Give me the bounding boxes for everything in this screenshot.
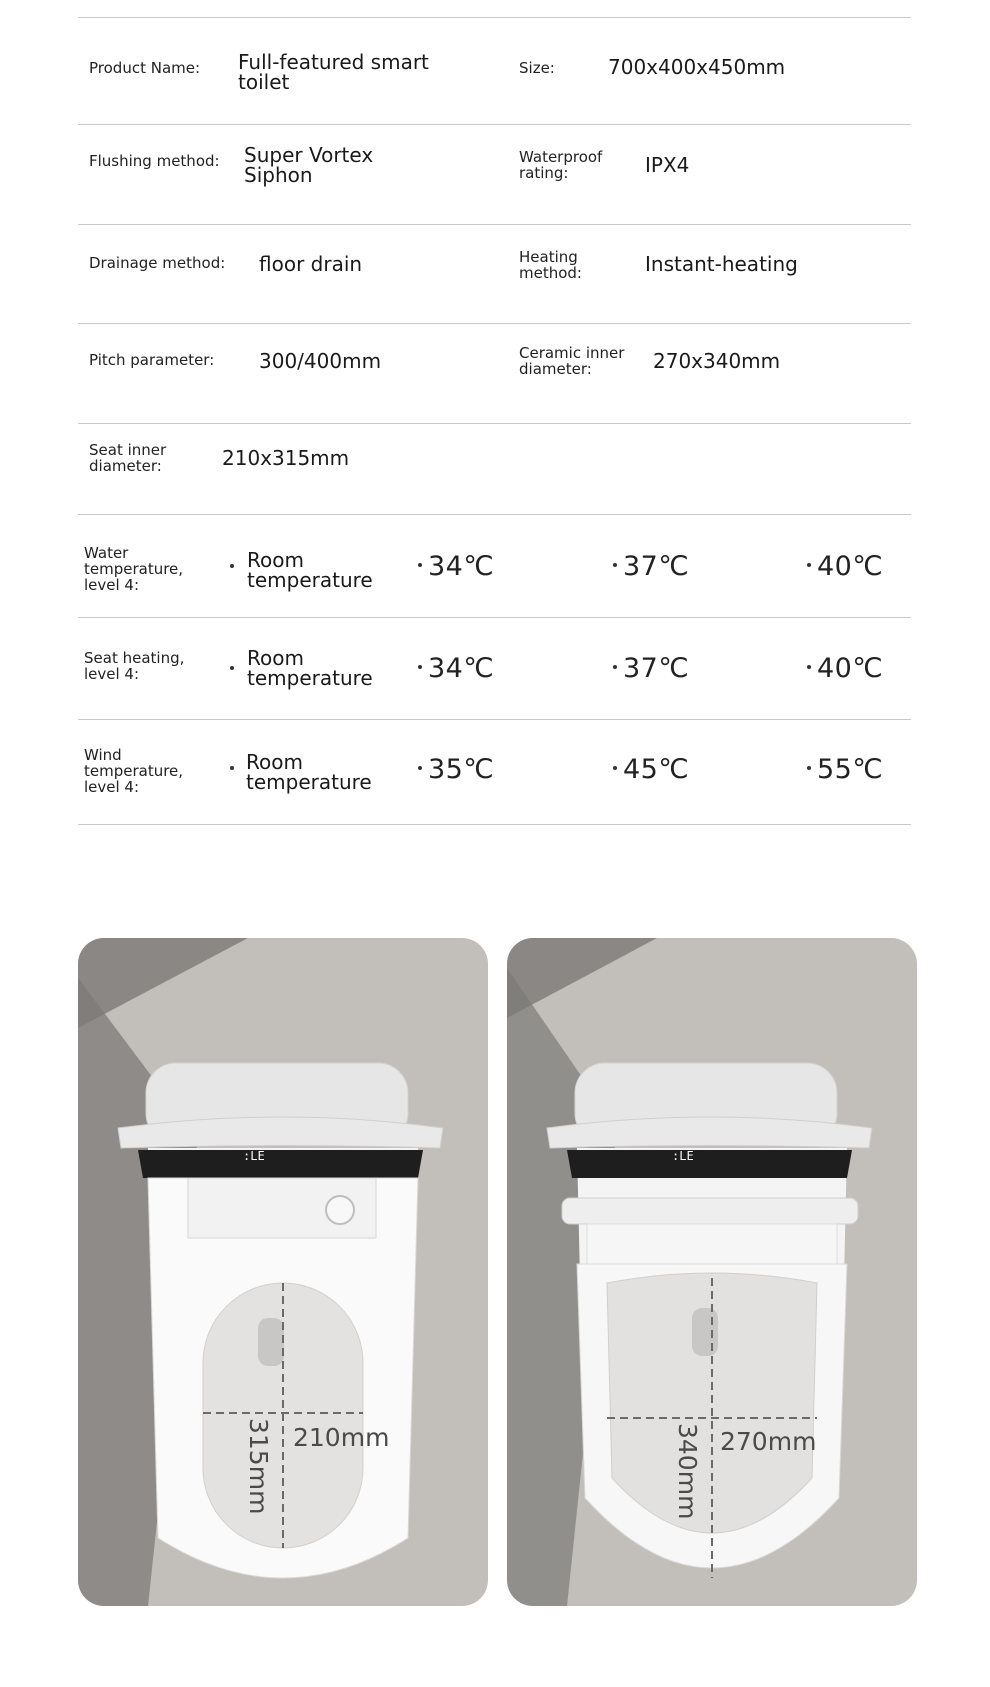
waterproof-value: IPX4 bbox=[645, 153, 690, 177]
length-dimension: 315mm bbox=[244, 1418, 273, 1515]
seat-temp-level-2: 37℃ bbox=[613, 655, 689, 683]
divider bbox=[78, 124, 911, 125]
heating-method-value: Instant-heating bbox=[645, 252, 798, 276]
product-name-value: Full-featured smart toilet bbox=[238, 50, 429, 94]
seat-heating-label: Seat heating, level 4: bbox=[84, 649, 185, 683]
svg-text::LE: :LE bbox=[672, 1149, 694, 1163]
flushing-method-value: Super Vortex Siphon bbox=[244, 143, 374, 187]
divider bbox=[78, 719, 911, 720]
ceramic-inner-value: 270x340mm bbox=[653, 349, 781, 373]
wind-room-temperature: Room temperature bbox=[246, 750, 372, 794]
svg-text::LE: :LE bbox=[243, 1149, 265, 1163]
water-room-temperature: Room temperature bbox=[247, 548, 373, 592]
water-temp-level-1: 34℃ bbox=[418, 553, 494, 581]
seat-diameter-image bbox=[78, 938, 488, 1606]
flushing-method-label: Flushing method: bbox=[89, 152, 220, 170]
ceramic-inner-label: Ceramic inner diameter: bbox=[519, 344, 625, 378]
seat-inner-label: Seat inner diameter: bbox=[89, 441, 167, 475]
water-temp-level-2: 37℃ bbox=[613, 553, 689, 581]
width-dimension: 210mm bbox=[293, 1423, 390, 1452]
seat-inner-value: 210x315mm bbox=[222, 446, 350, 470]
divider bbox=[78, 17, 911, 18]
seat-room-temperature: Room temperature bbox=[247, 646, 373, 690]
seat-temp-level-1: 34℃ bbox=[418, 655, 494, 683]
bullet bbox=[230, 564, 234, 568]
size-value: 700x400x450mm bbox=[608, 55, 786, 79]
wind-temp-level-2: 45℃ bbox=[613, 756, 689, 784]
product-name-label: Product Name: bbox=[89, 59, 201, 77]
size-label: Size: bbox=[519, 59, 555, 77]
temperature-display bbox=[672, 1149, 694, 1163]
length-dimension: 340mm bbox=[673, 1423, 702, 1520]
heating-method-label: Heating method: bbox=[519, 248, 582, 282]
temperature-display bbox=[243, 1149, 265, 1163]
divider bbox=[78, 617, 911, 618]
pitch-parameter-label: Pitch parameter: bbox=[89, 351, 215, 369]
water-temp-level-3: 40℃ bbox=[807, 553, 883, 581]
divider bbox=[78, 514, 911, 515]
button-icon bbox=[326, 1196, 354, 1224]
divider bbox=[78, 824, 911, 825]
water-temperature-label: Water temperature, level 4: bbox=[84, 544, 184, 594]
wind-temperature-label: Wind temperature, level 4: bbox=[84, 746, 184, 796]
divider bbox=[78, 323, 911, 324]
seat-temp-level-3: 40℃ bbox=[807, 655, 883, 683]
wind-temp-level-3: 55℃ bbox=[807, 756, 883, 784]
divider bbox=[78, 423, 911, 424]
width-dimension: 270mm bbox=[720, 1427, 817, 1456]
drainage-method-value: floor drain bbox=[259, 252, 363, 276]
wind-temp-level-1: 35℃ bbox=[418, 756, 494, 784]
pitch-parameter-value: 300/400mm bbox=[259, 349, 382, 373]
bullet bbox=[230, 766, 234, 770]
divider bbox=[78, 224, 911, 225]
waterproof-label: Waterproof rating: bbox=[519, 148, 603, 182]
ceramic-diameter-image bbox=[507, 938, 917, 1606]
drainage-method-label: Drainage method: bbox=[89, 254, 226, 272]
bullet bbox=[230, 666, 234, 670]
